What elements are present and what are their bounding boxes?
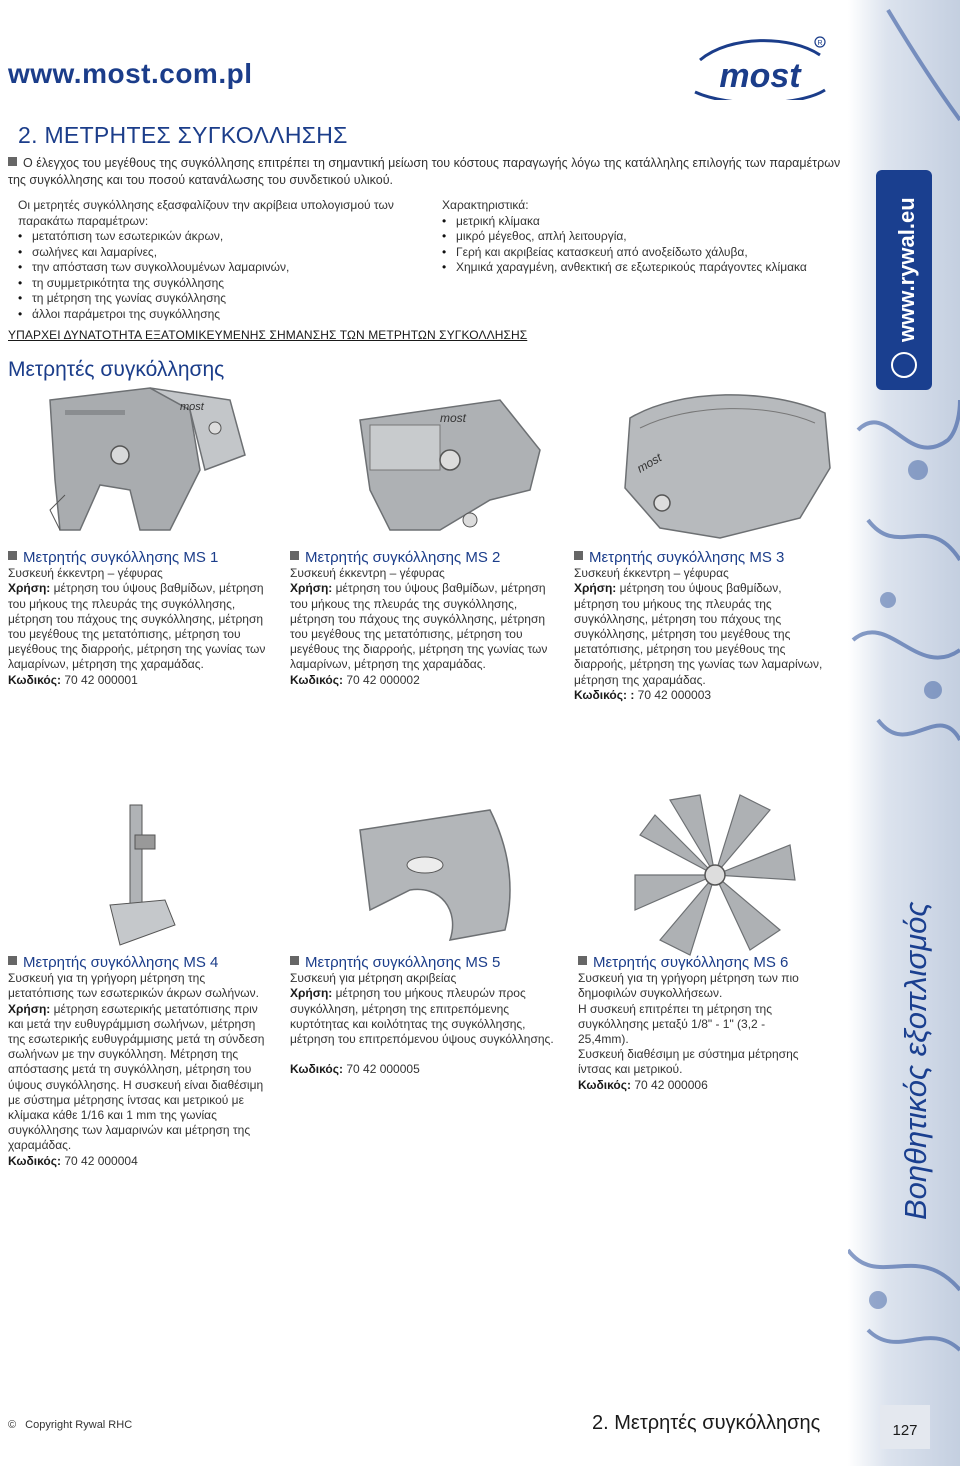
parameters-lead-2: παρακάτω παραμέτρων:	[18, 213, 149, 228]
product-name	[574, 550, 824, 565]
intro-text: Ο έλεγχος του μεγέθους της συγκόλλησης επιτρέπει τη σημαντική μείωση του κόστους παραγωγής λόγω της κατάλληλης επιλογής των παραμέτρων της συγκόλλησης και του ποσού κατανάλωσης του συνδετικού υλικού.	[8, 156, 841, 187]
custom-marking-note: ΥΠΑΡΧΕΙ ΔΥΝΑΤΟΤΗΤΑ ΕΞΑΤΟΜΙΚΕΥΜΕΝΗΣ ΣΗΜΑΝΣΗΣ ΤΩΝ ΜΕΤΡΗΤΩΝ ΣΥΓΚΟΛΛΗΣΗΣ	[8, 328, 528, 342]
product-name	[290, 955, 555, 970]
product-type: Συσκευή για μέτρηση ακριβείας	[290, 971, 457, 986]
list-item: • μετρική κλίμακα	[442, 214, 862, 230]
ms3-product-image	[600, 378, 840, 543]
code-value: 70 42 000003	[634, 687, 712, 702]
copyright-text: Copyright Rywal RHC	[25, 1419, 133, 1431]
product-name-text: Μετρητής συγκόλλησης MS 2	[305, 549, 501, 566]
use-label: Χρήση:	[8, 581, 51, 596]
features-block	[442, 198, 862, 276]
parameters-lead-1: Οι μετρητές συγκόλλησης εξασφαλίζουν την ακρίβεια υπολογισμού των	[18, 198, 394, 212]
product-ms4	[8, 955, 273, 1169]
section-title: 2. ΜΕΤΡΗΤΕΣ ΣΥΓΚΟΛΛΗΣΗΣ	[18, 122, 348, 148]
copyright-icon: ©	[8, 1419, 17, 1431]
product-name	[578, 955, 818, 970]
code-label: Κωδικός:	[290, 1062, 343, 1077]
svg-text:most: most	[634, 450, 665, 476]
product-detail: Συσκευή διαθέσιμη με σύστημα μέτρησης ίντσας και μετρικού.	[578, 1047, 799, 1077]
svg-text:most: most	[180, 401, 204, 413]
product-use	[574, 581, 824, 687]
use-text: μέτρηση του μήκους πλευρών προς συγκόλληση, μέτρηση της επιτρεπόμενης κυρτότητας και κοιλότητας της συγκόλλησης, μέτρηση του επιτρεπόμενου ύψους συγκόλλησης.	[290, 986, 554, 1047]
products-heading: Μετρητές συγκόλλησης	[8, 358, 225, 381]
product-name-text: Μετρητής συγκόλλησης MS 5	[305, 954, 501, 971]
svg-text:R: R	[817, 40, 823, 47]
most-logo	[690, 30, 830, 100]
product-code	[290, 1062, 555, 1077]
product-code	[290, 673, 555, 688]
square-bullet-icon	[8, 551, 17, 560]
code-label: Κωδικός:	[8, 672, 61, 687]
product-name	[8, 550, 273, 565]
square-bullet-icon	[578, 956, 587, 965]
list-item: • τη συμμετρικότητα της συγκόλλησης	[18, 276, 418, 292]
product-ms1	[8, 550, 273, 688]
code-label: Κωδικός:	[290, 672, 343, 687]
ms5-product-image	[340, 790, 540, 950]
category-title-text: Βοηθητικός εξοπλισμός	[898, 901, 933, 1220]
square-bullet-icon	[574, 551, 583, 560]
square-bullet-icon	[8, 956, 17, 965]
square-bullet-icon	[290, 956, 299, 965]
category-title	[848, 825, 960, 1225]
product-ms5	[290, 955, 555, 1077]
code-value: 70 42 000004	[61, 1153, 138, 1168]
ms6-product-image	[630, 790, 800, 960]
product-ms6	[578, 955, 818, 1093]
use-text: μέτρηση του ύψους βαθμίδων, μέτρηση του μήκους της πλευράς της συγκόλλησης, μέτρηση του πάχους της συγκόλλησης, μέτρηση του μεγέθους της μετατόπισης, μέτρηση του μεγέθους της διαρροής, μέτρηση της γωνίας των λαμαρίνων, μέτρηση της χαραμάδας.	[290, 581, 548, 672]
list-item: • Χημικά χαραγμένη, ανθεκτική σε εξωτερικούς παράγοντες κλίμακα	[442, 260, 862, 276]
logo-text: most	[719, 57, 801, 95]
intro-paragraph	[8, 155, 848, 189]
footer-section-title: 2. Μετρητές συγκόλλησης	[592, 1412, 821, 1434]
product-name-text: Μετρητής συγκόλλησης MS 1	[23, 549, 219, 566]
site-url[interactable]: www.most.com.pl	[8, 58, 253, 89]
code-label: Κωδικός: :	[574, 687, 635, 702]
product-code	[8, 1154, 273, 1169]
product-use	[290, 986, 555, 1047]
code-value: 70 42 000006	[631, 1077, 708, 1092]
use-text: μέτρηση εσωτερικής μετατόπισης πριν και μετά την ευθυγράμμιση σωλήνων, μέτρηση της εσωτερικής ευθυγράμμισης μετά τη σύνδεση σωλήνων με την συγκόλληση. Μέτρηση της απόστασης μετά τη συγκόλληση, μέτρηση του ύψους συγκόλλησης. Η συσκευή είναι διαθέσιμη με σύστημα μέτρησης ίντσας και μετρικού με κλίμακα κάθε 1/16 και 1 mm της γωνίας συγκόλλησης των λαμαρινών και μέτρηση της χαραμάδας.	[8, 1001, 265, 1153]
product-name	[290, 550, 555, 565]
code-value: 70 42 000002	[343, 672, 420, 687]
page-number-badge	[880, 1405, 930, 1449]
code-value: 70 42 000001	[61, 672, 138, 687]
use-text: μέτρηση του ύψους βαθμίδων, μέτρηση του μήκους της πλευράς της συγκόλλησης, μέτρηση του πάχους της συγκόλλησης, μέτρηση του μεγέθους της μετατόπισης, μέτρηση του μεγέθους της διαρροής, μέτρηση της γωνίας των λαμαρίνων, μέτρηση της χαραμάδας.	[8, 581, 266, 672]
product-name	[8, 955, 273, 970]
list-item: • άλλοι παράμετροι της συγκόλλησης	[18, 307, 418, 323]
list-item: • την απόσταση των συγκολλουμένων λαμαρινών,	[18, 260, 418, 276]
product-code	[574, 688, 824, 703]
product-type: Συσκευή έκκεντρη – γέφυρας	[8, 566, 163, 581]
square-bullet-icon	[290, 551, 299, 560]
list-item: • σωλήνες και λαμαρίνες,	[18, 245, 418, 261]
product-type: Συσκευή για τη γρήγορη μέτρηση των πιο δημοφιλών συγκολλήσεων.	[578, 971, 799, 1001]
product-ms2	[290, 550, 555, 688]
ms1-product-image	[30, 380, 260, 540]
square-bullet-icon	[8, 157, 17, 166]
features-label: Χαρακτηριστικά:	[442, 198, 529, 212]
product-ms3	[574, 550, 824, 703]
list-item: • μετατόπιση των εσωτερικών άκρων,	[18, 229, 418, 245]
use-label: Χρήση:	[8, 1001, 51, 1016]
use-text: μέτρηση του ύψους βαθμίδων, μέτρηση του μήκους της πλευράς της συγκόλλησης, μέτρηση του πάχους της συγκόλλησης, μέτρηση του μεγέθους της μετατόπισης, μέτρηση του μεγέθους της διαρροής, μέτρηση της γωνίας των λαμαρίνων, μέτρηση της χαραμάδας.	[574, 581, 823, 687]
product-code	[8, 673, 273, 688]
list-item: • μικρό μέγεθος, απλή λειτουργία,	[442, 229, 862, 245]
product-type: Συσκευή έκκεντρη – γέφυρας	[290, 566, 445, 581]
product-type: Συσκευή έκκεντρη – γέφυρας	[574, 566, 729, 581]
use-label: Χρήση:	[290, 581, 333, 596]
product-use	[8, 1002, 273, 1154]
use-label: Χρήση:	[574, 581, 617, 596]
product-name-text: Μετρητής συγκόλλησης MS 3	[589, 549, 785, 566]
use-label: Χρήση:	[290, 986, 333, 1001]
features-list	[442, 214, 862, 276]
parameters-block	[18, 198, 418, 322]
product-name-text: Μετρητής συγκόλλησης MS 6	[593, 954, 789, 971]
product-use	[8, 581, 273, 672]
footer-copyright	[8, 1419, 132, 1431]
product-code	[578, 1078, 818, 1093]
code-value: 70 42 000005	[343, 1062, 420, 1077]
code-label: Κωδικός:	[578, 1077, 631, 1092]
page-number: 127	[892, 1422, 918, 1439]
rywal-badge	[876, 170, 932, 390]
svg-text:most: most	[440, 411, 467, 425]
product-name-text: Μετρητής συγκόλλησης MS 4	[23, 954, 219, 971]
product-use	[290, 581, 555, 672]
product-type: Συσκευή για τη γρήγορη μέτρηση της μετατόπισης των εσωτερικών άκρων σωλήνων.	[8, 971, 259, 1001]
rywal-url: www.rywal.eu	[894, 197, 919, 342]
list-item: • Γερή και ακριβείας κατασκευή από ανοξείδωτο χάλυβα,	[442, 245, 862, 261]
ms4-product-image	[90, 795, 200, 955]
product-detail: Η συσκευή επιτρέπει τη μέτρηση της συγκόλλησης μεταξύ 1/8" - 1" (3,2 - 25,4mm).	[578, 1001, 772, 1047]
list-item: • τη μέτρηση της γωνίας συγκόλλησης	[18, 291, 418, 307]
parameters-list	[18, 229, 418, 322]
code-label: Κωδικός:	[8, 1153, 61, 1168]
ms2-product-image	[330, 380, 570, 540]
